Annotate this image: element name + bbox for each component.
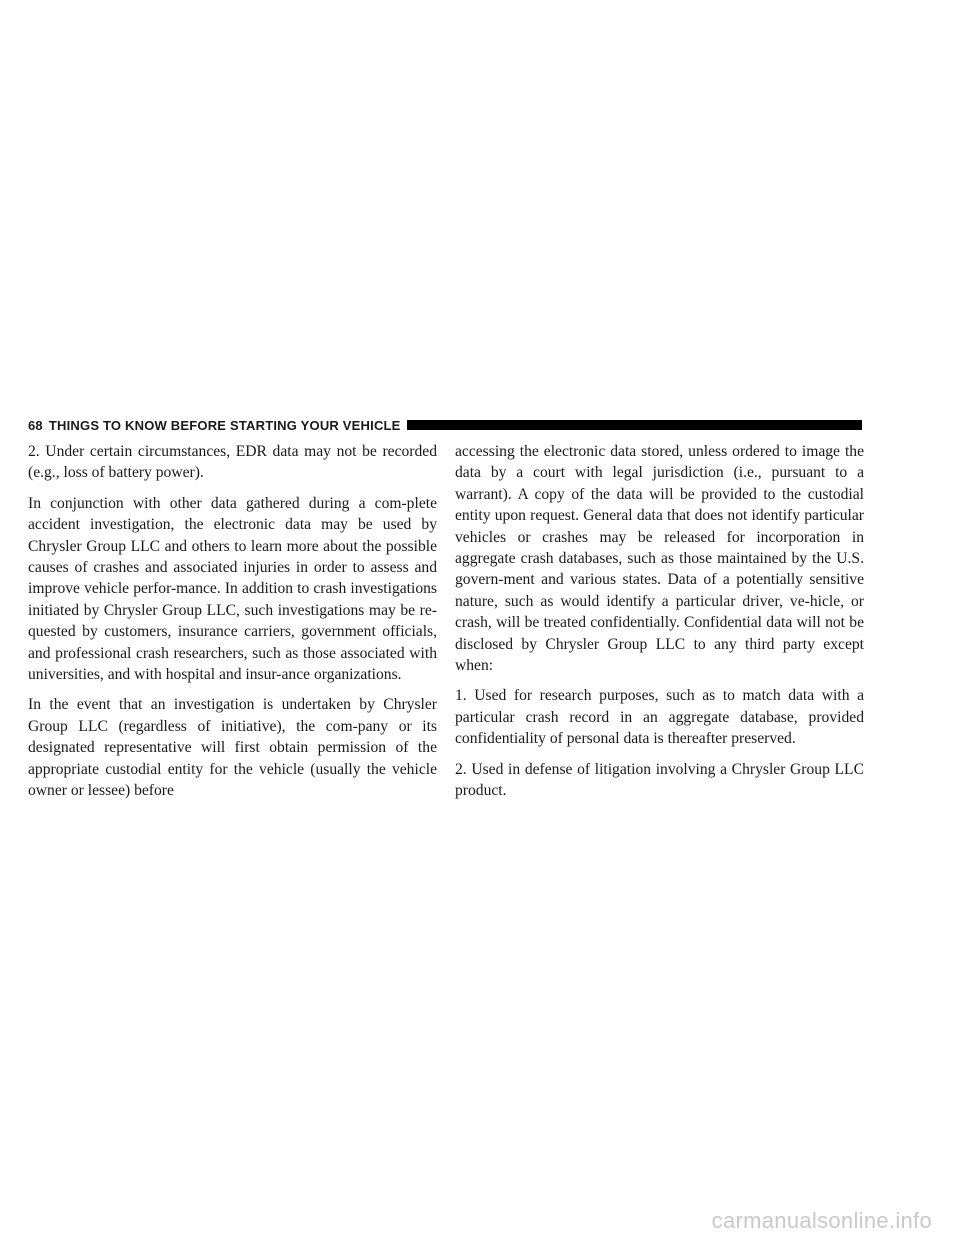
- section-title: THINGS TO KNOW BEFORE STARTING YOUR VEHICLE: [48, 417, 401, 433]
- right-column: [455, 441, 864, 811]
- page-header: [28, 416, 862, 434]
- paragraph-data-usage: In conjunction with other data gathered during a com-plete accident investigation, the electronic data may be used by Chrysler Group LLC and others to learn more about the possible causes of crashes and associated injuries in order to assess and improve vehicle perfor-mance. In addition to crash investigations initiated by Chrysler Group LLC, such investigations may be re-quested by customers, insurance carriers, government officials, and professional crash researchers, such as those associated with universities, and with hospital and insur-ance organizations.: [28, 494, 437, 684]
- body-columns: [28, 441, 864, 811]
- paragraph-edr-not-recorded: 2. Under certain circumstances, EDR data may not be recorded (e.g., loss of battery power).: [28, 443, 437, 482]
- paragraph-litigation: 2. Used in defense of litigation involving a Chrysler Group LLC product.: [455, 760, 864, 800]
- watermark: carmanualsonline.info: [711, 1208, 932, 1233]
- page-number: 68: [28, 417, 43, 433]
- header-rule: [407, 420, 862, 430]
- paragraph-research-purposes: 1. Used for research purposes, such as to match data with a particular crash record in an aggregate database, provided confidentiality of personal data is thereafter preserved.: [455, 687, 864, 748]
- paragraph-investigation: In the event that an investigation is undertaken by Chrysler Group LLC (regardless of initiative), the com-pany or its designated representative will first obtain permission of the appropriate custodial entity for the vehicle (usually the vehicle owner or lessee) before: [28, 696, 437, 800]
- left-column: [28, 441, 437, 811]
- paragraph-data-access: accessing the electronic data stored, unless ordered to image the data by a court with legal jurisdiction (i.e., pursuant to a warrant). A copy of the data will be provided to the custodial entity upon request. General data that does not identify particular vehicles or crashes may be released for incorporation in aggregate crash databases, such as those maintained by the U.S. govern-ment and various states. Data of a potentially sensitive nature, such as would identify a particular driver, ve-hicle, or crash, will be treated confidentially. Confidential data will not be disclosed by Chrysler Group LLC to any third party except when:: [455, 443, 864, 675]
